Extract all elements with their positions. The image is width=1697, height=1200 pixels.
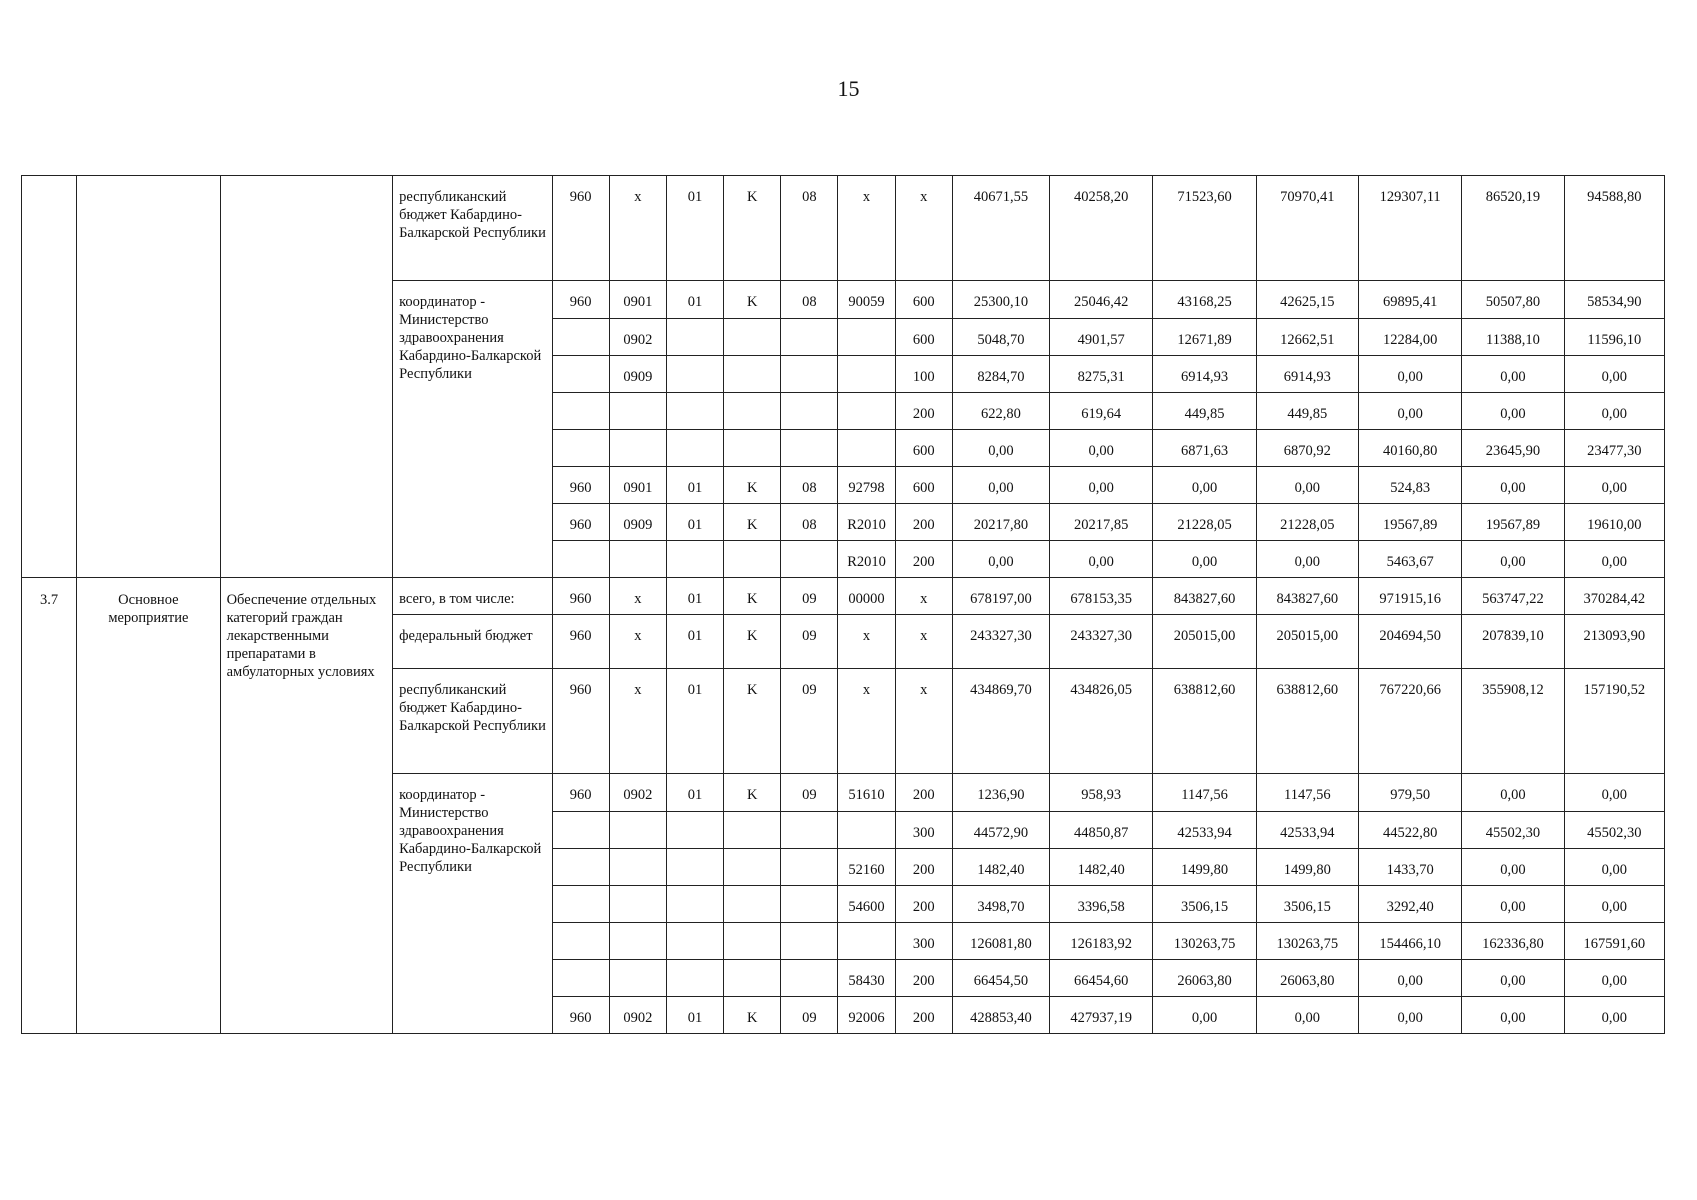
program-code-cell	[666, 923, 723, 960]
value-2014-fact-cell: 1482,40	[1050, 849, 1153, 886]
program-code-cell	[666, 849, 723, 886]
value-2015-plan-cell: 12671,89	[1153, 319, 1256, 356]
event-code-cell	[781, 541, 838, 578]
target-code-cell: R2010	[838, 541, 895, 578]
value-2018-cell: 23477,30	[1564, 430, 1664, 467]
value-2014-plan-cell: 20217,80	[952, 504, 1049, 541]
value-2014-plan-cell: 5048,70	[952, 319, 1049, 356]
value-2015-plan-cell: 21228,05	[1153, 504, 1256, 541]
section-code-cell: 0902	[609, 319, 666, 356]
subprogram-code-cell: K	[724, 997, 781, 1034]
expense-type-cell: 200	[895, 886, 952, 923]
event-code-cell	[781, 430, 838, 467]
event-code-cell: 08	[781, 467, 838, 504]
section-code-cell: 0901	[609, 467, 666, 504]
value-2015-plan-cell: 6914,93	[1153, 356, 1256, 393]
value-2014-fact-cell: 619,64	[1050, 393, 1153, 430]
value-2018-cell: 0,00	[1564, 960, 1664, 997]
value-2014-fact-cell: 958,93	[1050, 774, 1153, 812]
ministry-code-cell: 960	[552, 774, 609, 812]
value-2017-cell: 0,00	[1462, 467, 1564, 504]
value-2016-cell: 69895,41	[1358, 281, 1461, 319]
event-code-cell	[781, 393, 838, 430]
section-code-cell	[609, 960, 666, 997]
target-code-cell: 92006	[838, 997, 895, 1034]
program-code-cell: 01	[666, 176, 723, 281]
target-code-cell	[838, 319, 895, 356]
section-code-cell: x	[609, 669, 666, 774]
value-2017-cell: 50507,80	[1462, 281, 1564, 319]
value-2015-plan-cell: 0,00	[1153, 541, 1256, 578]
program-code-cell: 01	[666, 578, 723, 615]
section-code-cell: 0902	[609, 997, 666, 1034]
value-2014-plan-cell: 44572,90	[952, 812, 1049, 849]
event-code-cell: 09	[781, 669, 838, 774]
value-2014-fact-cell: 126183,92	[1050, 923, 1153, 960]
ministry-code-cell: 960	[552, 669, 609, 774]
target-code-cell	[838, 393, 895, 430]
value-2015-plan-cell: 43168,25	[1153, 281, 1256, 319]
section-title: Обеспечение отдельных категорий граждан лекарственными препаратами в амбулаторных условиях	[220, 578, 393, 1034]
subprogram-code-cell	[724, 960, 781, 997]
value-2014-plan-cell: 40671,55	[952, 176, 1049, 281]
value-2016-cell: 1433,70	[1358, 849, 1461, 886]
ministry-code-cell: 960	[552, 281, 609, 319]
value-2014-fact-cell: 40258,20	[1050, 176, 1153, 281]
section-status: Основное мероприятие	[77, 578, 220, 1034]
section-code-cell	[609, 541, 666, 578]
ministry-code-cell	[552, 812, 609, 849]
value-2015-fact-cell: 638812,60	[1256, 669, 1358, 774]
expense-type-cell: 200	[895, 960, 952, 997]
value-2017-cell: 0,00	[1462, 886, 1564, 923]
target-code-cell	[838, 430, 895, 467]
subprogram-code-cell: K	[724, 774, 781, 812]
value-2014-fact-cell: 0,00	[1050, 467, 1153, 504]
subprogram-code-cell	[724, 849, 781, 886]
value-2014-fact-cell: 8275,31	[1050, 356, 1153, 393]
event-code-cell	[781, 356, 838, 393]
event-code-cell	[781, 849, 838, 886]
value-2015-fact-cell: 0,00	[1256, 467, 1358, 504]
value-2014-fact-cell: 0,00	[1050, 430, 1153, 467]
program-code-cell	[666, 541, 723, 578]
ministry-code-cell	[552, 356, 609, 393]
value-2017-cell: 563747,22	[1462, 578, 1564, 615]
section-code-cell: 0902	[609, 774, 666, 812]
value-2018-cell: 94588,80	[1564, 176, 1664, 281]
program-code-cell: 01	[666, 669, 723, 774]
value-2015-plan-cell: 0,00	[1153, 997, 1256, 1034]
value-2014-plan-cell: 1236,90	[952, 774, 1049, 812]
section-code-cell: 0901	[609, 281, 666, 319]
value-2018-cell: 58534,90	[1564, 281, 1664, 319]
expense-type-cell: x	[895, 176, 952, 281]
program-code-cell	[666, 430, 723, 467]
expense-type-cell: 200	[895, 849, 952, 886]
subprogram-code-cell: K	[724, 504, 781, 541]
value-2014-plan-cell: 126081,80	[952, 923, 1049, 960]
target-code-cell: 00000	[838, 578, 895, 615]
event-code-cell	[781, 319, 838, 356]
value-2018-cell: 370284,42	[1564, 578, 1664, 615]
value-2016-cell: 979,50	[1358, 774, 1461, 812]
value-2016-cell: 40160,80	[1358, 430, 1461, 467]
value-2016-cell: 12284,00	[1358, 319, 1461, 356]
value-2017-cell: 162336,80	[1462, 923, 1564, 960]
value-2016-cell: 129307,11	[1358, 176, 1461, 281]
value-2018-cell: 0,00	[1564, 541, 1664, 578]
value-2014-fact-cell: 434826,05	[1050, 669, 1153, 774]
value-2016-cell: 0,00	[1358, 997, 1461, 1034]
value-2015-fact-cell: 12662,51	[1256, 319, 1358, 356]
section-code-cell	[609, 886, 666, 923]
value-2018-cell: 19610,00	[1564, 504, 1664, 541]
program-code-cell	[666, 960, 723, 997]
expense-type-cell: 600	[895, 467, 952, 504]
value-2014-plan-cell: 428853,40	[952, 997, 1049, 1034]
ministry-code-cell	[552, 923, 609, 960]
value-2014-plan-cell: 243327,30	[952, 615, 1049, 669]
event-code-cell	[781, 923, 838, 960]
funding-source-label: всего, в том числе:	[393, 578, 552, 615]
value-2014-plan-cell: 66454,50	[952, 960, 1049, 997]
value-2017-cell: 355908,12	[1462, 669, 1564, 774]
value-2017-cell: 11388,10	[1462, 319, 1564, 356]
value-2014-plan-cell: 0,00	[952, 541, 1049, 578]
value-2015-plan-cell: 205015,00	[1153, 615, 1256, 669]
value-2015-fact-cell: 0,00	[1256, 541, 1358, 578]
program-code-cell: 01	[666, 504, 723, 541]
funding-source-label: федеральный бюджет	[393, 615, 552, 669]
target-code-cell: 54600	[838, 886, 895, 923]
value-2016-cell: 44522,80	[1358, 812, 1461, 849]
program-code-cell	[666, 356, 723, 393]
ministry-code-cell: 960	[552, 615, 609, 669]
value-2014-fact-cell: 25046,42	[1050, 281, 1153, 319]
value-2015-plan-cell: 1147,56	[1153, 774, 1256, 812]
funding-source-label: республиканский бюджет Кабардино-Балкарской Республики	[393, 669, 552, 774]
subprogram-code-cell: K	[724, 281, 781, 319]
section-code-cell	[609, 393, 666, 430]
value-2016-cell: 5463,67	[1358, 541, 1461, 578]
value-2017-cell: 0,00	[1462, 960, 1564, 997]
value-2014-fact-cell: 427937,19	[1050, 997, 1153, 1034]
subprogram-code-cell	[724, 886, 781, 923]
subprogram-code-cell: K	[724, 669, 781, 774]
target-code-cell: R2010	[838, 504, 895, 541]
section-code-cell: x	[609, 176, 666, 281]
value-2017-cell: 0,00	[1462, 997, 1564, 1034]
value-2016-cell: 767220,66	[1358, 669, 1461, 774]
value-2015-fact-cell: 6914,93	[1256, 356, 1358, 393]
value-2015-fact-cell: 1499,80	[1256, 849, 1358, 886]
target-code-cell	[838, 356, 895, 393]
value-2014-plan-cell: 0,00	[952, 467, 1049, 504]
value-2015-fact-cell: 449,85	[1256, 393, 1358, 430]
value-2014-fact-cell: 243327,30	[1050, 615, 1153, 669]
event-code-cell: 09	[781, 774, 838, 812]
value-2015-plan-cell: 638812,60	[1153, 669, 1256, 774]
target-code-cell: x	[838, 176, 895, 281]
funding-source-label: координатор - Министерство здравоохранения Кабардино-Балкарской Республики	[393, 281, 552, 578]
section-code-cell	[609, 430, 666, 467]
value-2014-plan-cell: 678197,00	[952, 578, 1049, 615]
value-2015-fact-cell: 6870,92	[1256, 430, 1358, 467]
value-2017-cell: 0,00	[1462, 541, 1564, 578]
value-2015-fact-cell: 0,00	[1256, 997, 1358, 1034]
subprogram-code-cell	[724, 393, 781, 430]
section-code-cell: 0909	[609, 356, 666, 393]
value-2015-plan-cell: 6871,63	[1153, 430, 1256, 467]
value-2015-plan-cell: 26063,80	[1153, 960, 1256, 997]
page-number: 15	[837, 76, 860, 101]
expense-type-cell: 300	[895, 812, 952, 849]
value-2014-plan-cell: 0,00	[952, 430, 1049, 467]
value-2014-plan-cell: 8284,70	[952, 356, 1049, 393]
program-code-cell: 01	[666, 774, 723, 812]
value-2017-cell: 207839,10	[1462, 615, 1564, 669]
budget-table	[21, 175, 1665, 1034]
event-code-cell: 08	[781, 281, 838, 319]
value-2016-cell: 971915,16	[1358, 578, 1461, 615]
subprogram-code-cell: K	[724, 467, 781, 504]
value-2016-cell: 524,83	[1358, 467, 1461, 504]
target-code-cell: x	[838, 615, 895, 669]
ministry-code-cell: 960	[552, 578, 609, 615]
value-2017-cell: 0,00	[1462, 356, 1564, 393]
expense-type-cell: x	[895, 615, 952, 669]
expense-type-cell: 200	[895, 541, 952, 578]
value-2018-cell: 11596,10	[1564, 319, 1664, 356]
section-code-cell: x	[609, 615, 666, 669]
subprogram-code-cell	[724, 541, 781, 578]
target-code-cell: 92798	[838, 467, 895, 504]
value-2018-cell: 0,00	[1564, 393, 1664, 430]
value-2018-cell: 213093,90	[1564, 615, 1664, 669]
value-2014-plan-cell: 1482,40	[952, 849, 1049, 886]
program-code-cell: 01	[666, 281, 723, 319]
subprogram-code-cell: K	[724, 176, 781, 281]
value-2015-plan-cell: 843827,60	[1153, 578, 1256, 615]
value-2015-fact-cell: 205015,00	[1256, 615, 1358, 669]
target-code-cell: 58430	[838, 960, 895, 997]
expense-type-cell: 600	[895, 281, 952, 319]
ministry-code-cell: 960	[552, 467, 609, 504]
value-2015-fact-cell: 26063,80	[1256, 960, 1358, 997]
value-2015-fact-cell: 130263,75	[1256, 923, 1358, 960]
expense-type-cell: 200	[895, 997, 952, 1034]
expense-type-cell: 200	[895, 393, 952, 430]
value-2014-fact-cell: 66454,60	[1050, 960, 1153, 997]
value-2018-cell: 0,00	[1564, 356, 1664, 393]
funding-source-label: республиканский бюджет Кабардино-Балкарской Республики	[393, 176, 552, 281]
target-code-cell	[838, 923, 895, 960]
value-2014-fact-cell: 4901,57	[1050, 319, 1153, 356]
expense-type-cell: 600	[895, 430, 952, 467]
ministry-code-cell	[552, 960, 609, 997]
expense-type-cell: x	[895, 669, 952, 774]
subprogram-code-cell	[724, 430, 781, 467]
program-code-cell: 01	[666, 615, 723, 669]
value-2015-plan-cell: 449,85	[1153, 393, 1256, 430]
value-2017-cell: 19567,89	[1462, 504, 1564, 541]
target-code-cell	[838, 812, 895, 849]
event-code-cell: 08	[781, 504, 838, 541]
section-code-cell: x	[609, 578, 666, 615]
section-code-cell: 0909	[609, 504, 666, 541]
ministry-code-cell: 960	[552, 997, 609, 1034]
event-code-cell: 08	[781, 176, 838, 281]
value-2015-fact-cell: 42625,15	[1256, 281, 1358, 319]
section-title	[220, 176, 393, 578]
value-2015-fact-cell: 3506,15	[1256, 886, 1358, 923]
value-2018-cell: 0,00	[1564, 886, 1664, 923]
target-code-cell: 90059	[838, 281, 895, 319]
value-2015-fact-cell: 21228,05	[1256, 504, 1358, 541]
value-2015-plan-cell: 71523,60	[1153, 176, 1256, 281]
target-code-cell: x	[838, 669, 895, 774]
section-status	[77, 176, 220, 578]
funding-source-label: координатор - Министерство здравоохранения Кабардино-Балкарской Республики	[393, 774, 552, 1034]
value-2015-plan-cell: 42533,94	[1153, 812, 1256, 849]
value-2015-plan-cell: 1499,80	[1153, 849, 1256, 886]
value-2015-fact-cell: 70970,41	[1256, 176, 1358, 281]
value-2017-cell: 0,00	[1462, 849, 1564, 886]
target-code-cell: 52160	[838, 849, 895, 886]
value-2015-plan-cell: 3506,15	[1153, 886, 1256, 923]
ministry-code-cell	[552, 541, 609, 578]
ministry-code-cell: 960	[552, 176, 609, 281]
value-2018-cell: 0,00	[1564, 849, 1664, 886]
ministry-code-cell	[552, 886, 609, 923]
event-code-cell: 09	[781, 578, 838, 615]
value-2016-cell: 0,00	[1358, 960, 1461, 997]
program-code-cell	[666, 319, 723, 356]
event-code-cell: 09	[781, 997, 838, 1034]
program-code-cell: 01	[666, 997, 723, 1034]
subprogram-code-cell	[724, 923, 781, 960]
value-2014-fact-cell: 20217,85	[1050, 504, 1153, 541]
value-2018-cell: 45502,30	[1564, 812, 1664, 849]
value-2017-cell: 45502,30	[1462, 812, 1564, 849]
section-number: 3.7	[22, 578, 77, 1034]
value-2017-cell: 86520,19	[1462, 176, 1564, 281]
value-2016-cell: 204694,50	[1358, 615, 1461, 669]
value-2018-cell: 0,00	[1564, 467, 1664, 504]
subprogram-code-cell: K	[724, 615, 781, 669]
section-code-cell	[609, 812, 666, 849]
program-code-cell	[666, 812, 723, 849]
value-2018-cell: 167591,60	[1564, 923, 1664, 960]
subprogram-code-cell: K	[724, 578, 781, 615]
event-code-cell: 09	[781, 615, 838, 669]
event-code-cell	[781, 812, 838, 849]
expense-type-cell: 600	[895, 319, 952, 356]
ministry-code-cell: 960	[552, 504, 609, 541]
value-2015-fact-cell: 42533,94	[1256, 812, 1358, 849]
expense-type-cell: x	[895, 578, 952, 615]
value-2014-fact-cell: 0,00	[1050, 541, 1153, 578]
value-2014-plan-cell: 622,80	[952, 393, 1049, 430]
section-code-cell	[609, 849, 666, 886]
program-code-cell: 01	[666, 467, 723, 504]
value-2015-plan-cell: 0,00	[1153, 467, 1256, 504]
value-2017-cell: 0,00	[1462, 774, 1564, 812]
value-2015-fact-cell: 1147,56	[1256, 774, 1358, 812]
value-2017-cell: 0,00	[1462, 393, 1564, 430]
value-2015-plan-cell: 130263,75	[1153, 923, 1256, 960]
table-row	[22, 176, 1665, 281]
value-2016-cell: 154466,10	[1358, 923, 1461, 960]
expense-type-cell: 300	[895, 923, 952, 960]
value-2018-cell: 157190,52	[1564, 669, 1664, 774]
expense-type-cell: 100	[895, 356, 952, 393]
value-2018-cell: 0,00	[1564, 774, 1664, 812]
value-2014-plan-cell: 434869,70	[952, 669, 1049, 774]
program-code-cell	[666, 886, 723, 923]
value-2016-cell: 19567,89	[1358, 504, 1461, 541]
value-2014-plan-cell: 3498,70	[952, 886, 1049, 923]
table-row	[22, 578, 1665, 615]
section-code-cell	[609, 923, 666, 960]
value-2014-plan-cell: 25300,10	[952, 281, 1049, 319]
expense-type-cell: 200	[895, 504, 952, 541]
value-2016-cell: 3292,40	[1358, 886, 1461, 923]
expense-type-cell: 200	[895, 774, 952, 812]
value-2018-cell: 0,00	[1564, 997, 1664, 1034]
ministry-code-cell	[552, 849, 609, 886]
ministry-code-cell	[552, 319, 609, 356]
subprogram-code-cell	[724, 812, 781, 849]
ministry-code-cell	[552, 393, 609, 430]
target-code-cell: 51610	[838, 774, 895, 812]
value-2016-cell: 0,00	[1358, 393, 1461, 430]
value-2014-fact-cell: 678153,35	[1050, 578, 1153, 615]
value-2015-fact-cell: 843827,60	[1256, 578, 1358, 615]
program-code-cell	[666, 393, 723, 430]
event-code-cell	[781, 960, 838, 997]
section-number	[22, 176, 77, 578]
event-code-cell	[781, 886, 838, 923]
value-2014-fact-cell: 3396,58	[1050, 886, 1153, 923]
subprogram-code-cell	[724, 356, 781, 393]
value-2014-fact-cell: 44850,87	[1050, 812, 1153, 849]
ministry-code-cell	[552, 430, 609, 467]
value-2017-cell: 23645,90	[1462, 430, 1564, 467]
subprogram-code-cell	[724, 319, 781, 356]
value-2016-cell: 0,00	[1358, 356, 1461, 393]
